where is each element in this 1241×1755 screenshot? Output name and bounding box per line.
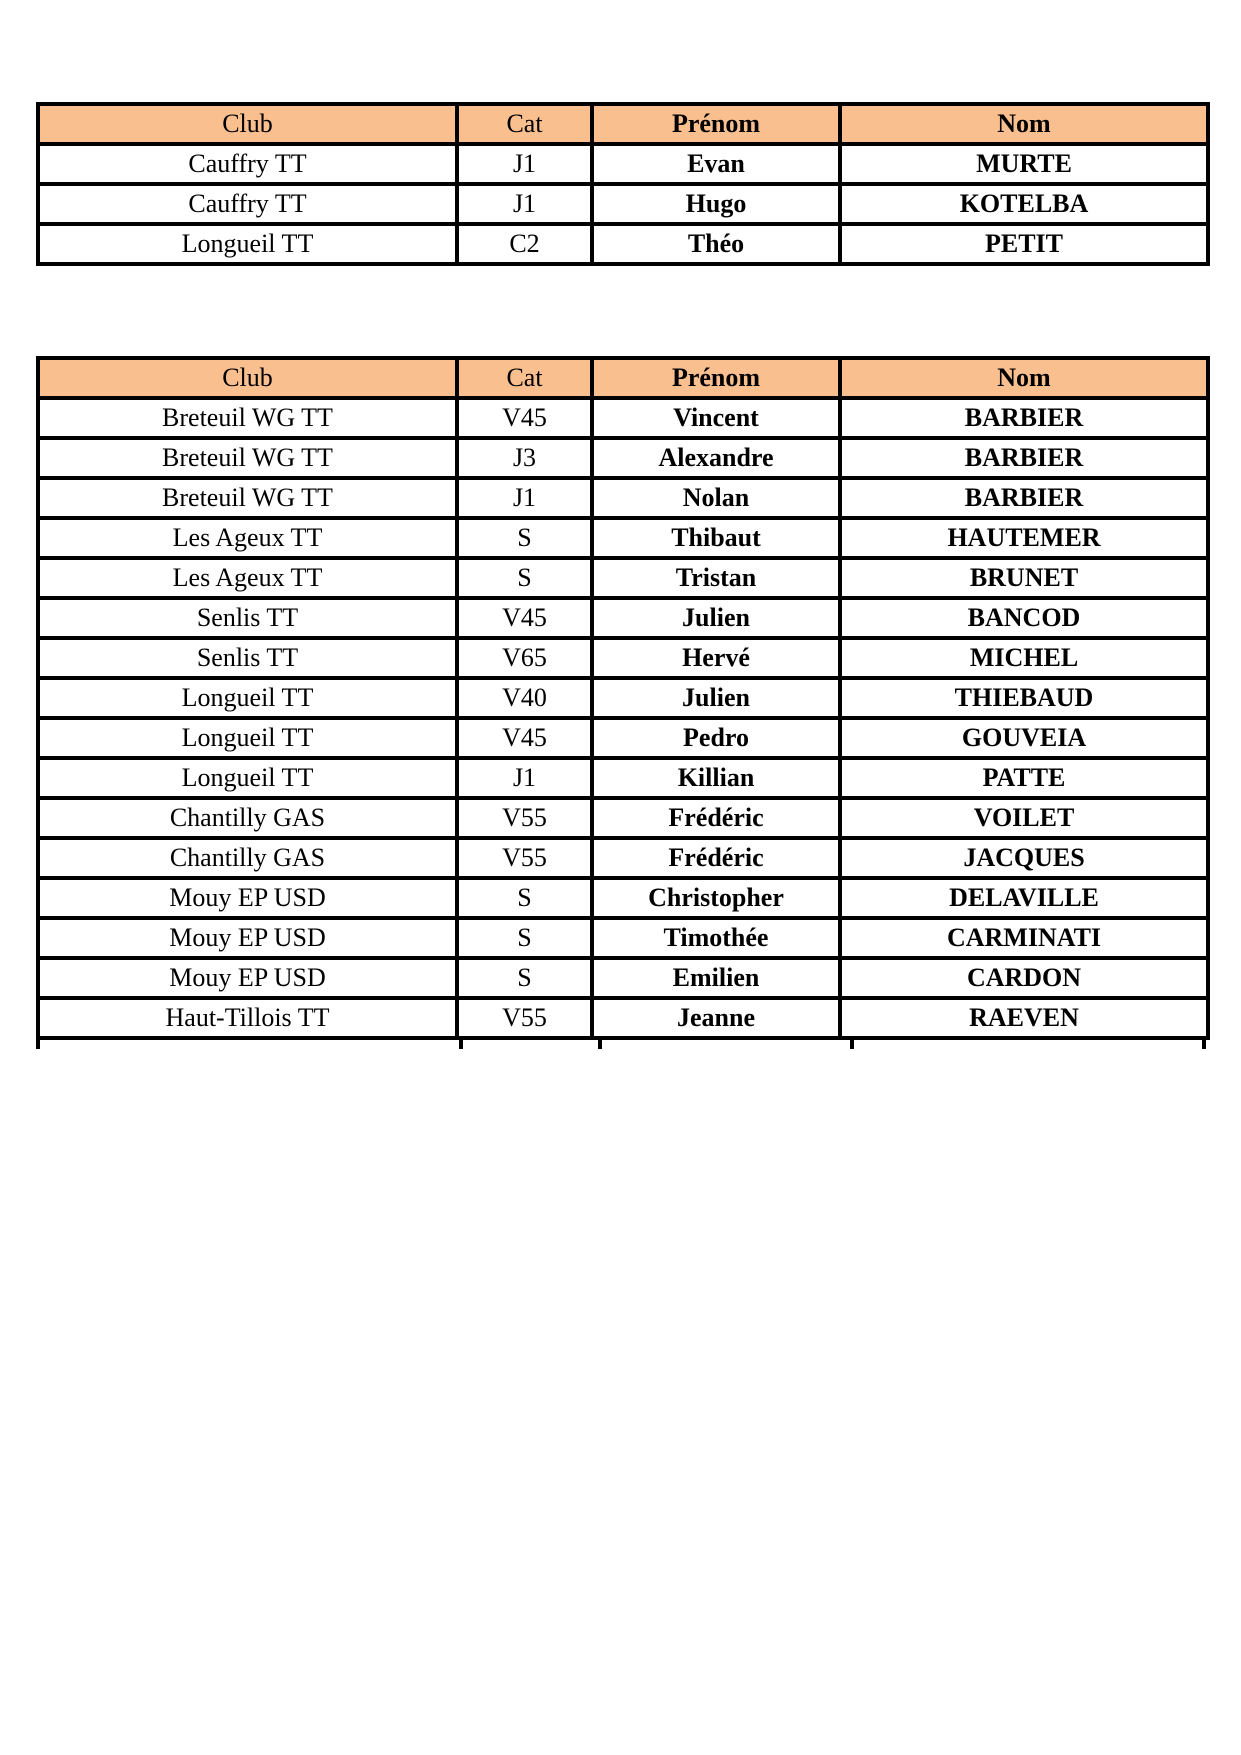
header-row (38, 104, 1208, 144)
cell-cat: J1 (457, 478, 592, 518)
cell-cat: V55 (457, 838, 592, 878)
table-row (38, 144, 1208, 184)
cell-club: Longueil TT (38, 224, 457, 264)
table-row (38, 718, 1208, 758)
cell-cat: V55 (457, 798, 592, 838)
cell-nom: BARBIER (840, 478, 1208, 518)
cell-prenom: Killian (592, 758, 840, 798)
column-header-cat: Cat (457, 358, 592, 398)
cell-prenom: Hugo (592, 184, 840, 224)
column-header-prenom: Prénom (592, 358, 840, 398)
cell-cat: S (457, 558, 592, 598)
cell-club: Breteuil WG TT (38, 438, 457, 478)
cell-cat: V55 (457, 998, 592, 1038)
cell-prenom: Tristan (592, 558, 840, 598)
table-header (38, 358, 1208, 398)
cell-prenom: Julien (592, 598, 840, 638)
table-row (38, 438, 1208, 478)
table-body (38, 144, 1208, 264)
cell-cat: V45 (457, 718, 592, 758)
cell-cat: S (457, 918, 592, 958)
cell-club: Senlis TT (38, 598, 457, 638)
cutoff-cell-club (36, 1040, 459, 1049)
cell-prenom: Théo (592, 224, 840, 264)
cell-nom: BRUNET (840, 558, 1208, 598)
cell-prenom: Emilien (592, 958, 840, 998)
cell-club: Chantilly GAS (38, 798, 457, 838)
cell-club: Mouy EP USD (38, 958, 457, 998)
roster-table-main (36, 356, 1210, 1040)
cell-cat: J1 (457, 144, 592, 184)
cell-club: Mouy EP USD (38, 918, 457, 958)
table-row (38, 678, 1208, 718)
cell-nom: VOILET (840, 798, 1208, 838)
cutoff-row-stub (36, 1040, 1206, 1049)
cell-club: Longueil TT (38, 758, 457, 798)
cell-prenom: Evan (592, 144, 840, 184)
cell-nom: KOTELBA (840, 184, 1208, 224)
cell-prenom: Jeanne (592, 998, 840, 1038)
cell-nom: GOUVEIA (840, 718, 1208, 758)
cell-cat: S (457, 878, 592, 918)
table-body (38, 398, 1208, 1038)
table-row (38, 638, 1208, 678)
cell-prenom: Christopher (592, 878, 840, 918)
cell-cat: V40 (457, 678, 592, 718)
table-row (38, 398, 1208, 438)
cell-prenom: Frédéric (592, 798, 840, 838)
cell-club: Chantilly GAS (38, 838, 457, 878)
table-row (38, 878, 1208, 918)
table-row (38, 758, 1208, 798)
cutoff-cell-prenom (598, 1040, 850, 1049)
cell-cat: V45 (457, 598, 592, 638)
cell-nom: BANCOD (840, 598, 1208, 638)
table-row (38, 518, 1208, 558)
cell-club: Les Ageux TT (38, 518, 457, 558)
cell-prenom: Nolan (592, 478, 840, 518)
column-header-nom: Nom (840, 358, 1208, 398)
cell-club: Breteuil WG TT (38, 398, 457, 438)
cell-cat: J1 (457, 758, 592, 798)
cell-cat: V45 (457, 398, 592, 438)
cell-club: Cauffry TT (38, 184, 457, 224)
cell-nom: CARMINATI (840, 918, 1208, 958)
cell-nom: PETIT (840, 224, 1208, 264)
cell-nom: BARBIER (840, 398, 1208, 438)
cell-prenom: Vincent (592, 398, 840, 438)
table-row (38, 558, 1208, 598)
cell-prenom: Pedro (592, 718, 840, 758)
cell-club: Mouy EP USD (38, 878, 457, 918)
cell-nom: MICHEL (840, 638, 1208, 678)
column-header-prenom: Prénom (592, 104, 840, 144)
cell-cat: V65 (457, 638, 592, 678)
table-row (38, 798, 1208, 838)
cell-nom: THIEBAUD (840, 678, 1208, 718)
header-row (38, 358, 1208, 398)
cell-club: Longueil TT (38, 718, 457, 758)
column-header-club: Club (38, 104, 457, 144)
cell-nom: PATTE (840, 758, 1208, 798)
cell-prenom: Thibaut (592, 518, 840, 558)
cell-nom: BARBIER (840, 438, 1208, 478)
table-row (38, 598, 1208, 638)
cell-prenom: Timothée (592, 918, 840, 958)
cell-club: Les Ageux TT (38, 558, 457, 598)
table-row (38, 478, 1208, 518)
cutoff-cell-nom (850, 1040, 1206, 1049)
table-row (38, 184, 1208, 224)
cell-cat: J1 (457, 184, 592, 224)
cell-club: Haut-Tillois TT (38, 998, 457, 1038)
cell-club: Longueil TT (38, 678, 457, 718)
cell-club: Breteuil WG TT (38, 478, 457, 518)
cutoff-cell-cat (459, 1040, 598, 1049)
cell-nom: DELAVILLE (840, 878, 1208, 918)
table-row (38, 958, 1208, 998)
cell-cat: C2 (457, 224, 592, 264)
column-header-club: Club (38, 358, 457, 398)
cell-prenom: Alexandre (592, 438, 840, 478)
table-row (38, 918, 1208, 958)
cell-cat: S (457, 958, 592, 998)
cell-cat: J3 (457, 438, 592, 478)
cell-club: Cauffry TT (38, 144, 457, 184)
cell-prenom: Frédéric (592, 838, 840, 878)
cell-nom: JACQUES (840, 838, 1208, 878)
table-row (38, 224, 1208, 264)
roster-table-top (36, 102, 1210, 266)
column-header-nom: Nom (840, 104, 1208, 144)
cell-nom: RAEVEN (840, 998, 1208, 1038)
table-row (38, 998, 1208, 1038)
table-row (38, 838, 1208, 878)
cell-nom: MURTE (840, 144, 1208, 184)
cell-nom: CARDON (840, 958, 1208, 998)
cell-prenom: Julien (592, 678, 840, 718)
cell-prenom: Hervé (592, 638, 840, 678)
cell-cat: S (457, 518, 592, 558)
cell-nom: HAUTEMER (840, 518, 1208, 558)
cell-club: Senlis TT (38, 638, 457, 678)
column-header-cat: Cat (457, 104, 592, 144)
table-header (38, 104, 1208, 144)
